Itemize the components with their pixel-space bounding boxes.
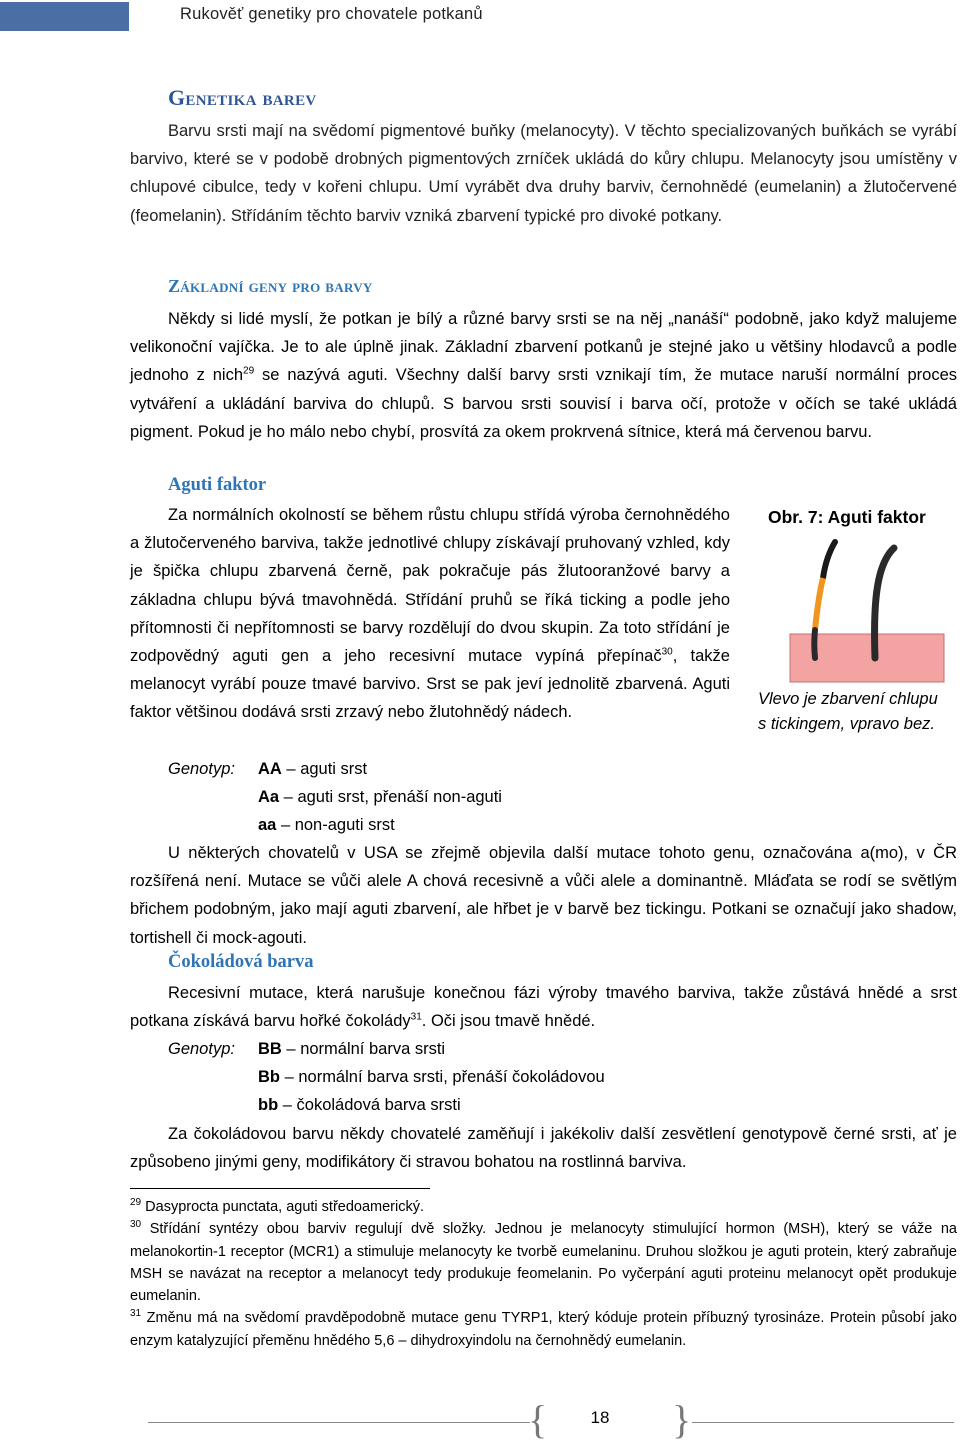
running-title: Rukověť genetiky pro chovatele potkanů [180, 5, 483, 23]
footnote-text: Změnu má na svědomí pravděpodobně mutace genu TYRP1, který kóduje protein příbuzný tyrosináze. Protein působí jako enzym katalyzující přeměnu hnědého 5,6 – dihydroxyindolu na černohnědý eumelanin. [130, 1310, 957, 1349]
footer-rule-right [692, 1422, 954, 1423]
footnote-text: Dasyprocta punctata, aguti středoamerický. [141, 1199, 425, 1215]
footnote-ref-29[interactable]: 29 [243, 365, 255, 377]
genotype-row [168, 755, 502, 783]
text-run: Někdy si lidé myslí, že potkan je bílý a různé barvy srsti se na něj „nanáší“ podobně, jako když malujeme velikonoční vajíčka. Je to ale úplně jinak. Základní zbarvení potkanů je stejné jako u většiny hlodavců a podle jednoho z nich [130, 310, 957, 385]
footnote-number: 31 [130, 1308, 142, 1320]
footnote-number: 30 [130, 1219, 142, 1231]
footnote-number: 29 [130, 1197, 142, 1209]
figure-caption [758, 687, 938, 737]
chocolate-note-paragraph: Za čokoládovou barvu někdy chovatelé zaměňují i jakékoliv další zesvětlení genotypově černé srsti, ať je způsobeno jinými geny, modifikátory či stravou bohatou na rostlinná barviva. [130, 1125, 957, 1172]
genotype-label: Genotyp: [168, 1040, 235, 1058]
footnote-31 [130, 1307, 957, 1352]
footer-rule-left [148, 1422, 530, 1423]
genotype-desc: – normální barva srsti [281, 1040, 446, 1058]
genotype-row [168, 1035, 605, 1063]
aguti-paragraph [130, 501, 730, 727]
footnote-ref-31[interactable]: 31 [410, 1011, 422, 1023]
genotype-code: Aa [258, 788, 280, 807]
text-run: Recesivní mutace, která narušuje konečnou fázi výroby tmavého barviva, takže zůstává hnědé a srst potkana získává barvu hořké čokolády [130, 984, 957, 1031]
genotype-row [168, 1063, 605, 1091]
aguti-title: Aguti faktor [168, 475, 267, 495]
intro-paragraph: Barvu srsti mají na svědomí pigmentové buňky (melanocyty). V těchto specializovaných buňkách se vyrábí barvivo, které se v podobě drobných pigmentových zrníček ukládá do kůry chlupu. Melanocyty jsou umístěny v chlupové cibulce, tedy v kořeni chlupu. Umí vyrábět dva druhy barviv, černohnědé (eumelanin) a žlutočervené (feomelanin). Střídáním těchto barviv vzniká zbarvení typické pro divoké potkany. [130, 122, 957, 225]
chocolate-paragraph [130, 979, 957, 1035]
genotype-code: Bb [258, 1068, 280, 1087]
genotype-code: AA [258, 760, 282, 778]
footer-bracket-left: { [528, 1397, 548, 1442]
caption-line: Vlevo je zbarvení chlupu [758, 690, 938, 708]
chocolate-genotype-list [168, 1035, 605, 1120]
chocolate-title: Čokoládová barva [168, 952, 314, 972]
genotype-label: Genotyp: [168, 760, 235, 778]
aguti-genotype-list [168, 755, 502, 840]
genotype-desc: – aguti srst, přenáší non-aguti [279, 788, 502, 807]
text-run: . Oči jsou tmavě hnědé. [421, 1012, 596, 1031]
genotype-desc: – non-aguti srst [276, 816, 395, 835]
aguti-mutation-paragraph: U některých chovatelů v USA se zřejmě objevila další mutace tohoto genu, označována a(mo), v ČR rozšířená není. Mutace se vůči alele A chová recesivně a vůči alele a dominantně. Mláďata se rodí se světlým břichem podobným, jako mají aguti zbarvení, ale hřbet je v barvě bez tickingu. Potkani se označují jako shadow, tortishell či mock-agouti. [130, 844, 957, 947]
header-accent-bar [0, 2, 129, 31]
footnotes [130, 1196, 957, 1352]
genotype-row [168, 1091, 605, 1119]
footnote-ref-30[interactable]: 30 [661, 646, 673, 658]
text-run: se nazývá aguti. Všechny další barvy srsti vznikají tím, že mutace naruší normální proces vytváření a ukládání barviva do chlupů. S barvou srsti souvisí i barva očí, protože v očích se také ukládá pigment. Pokud je ho málo nebo chybí, prosvítá za okem prokrvená sítnice, která má červenou barvu. [130, 366, 958, 441]
genotype-code: aa [258, 816, 277, 835]
basic-genes-paragraph [130, 305, 957, 446]
genotype-desc: – normální barva srsti, přenáší čokoládovou [280, 1068, 605, 1087]
ticked-hair-band [815, 578, 823, 630]
footnote-30 [130, 1218, 957, 1307]
footer-bracket-right: } [672, 1397, 692, 1442]
genotype-desc: – čokoládová barva srsti [278, 1096, 461, 1115]
figure-title: Obr. 7: Aguti faktor [768, 507, 926, 527]
footnote-text: Střídání syntézy obou barviv regulují dvě složky. Jednou je melanocyty stimulující hormon (MSH), který se váže na melanokortin-1 receptor (MCR1) a stimuluje melanocyty ke tvorbě eumelaninu. Druhou složkou je aguti protein, který zabraňuje MSH se navázat na receptor a melanocyt tedy produkuje feomelanin. Po vyčerpání aguti proteinu melanocyt opět produkuje eumelanin. [130, 1221, 957, 1305]
aguti-hair-illustration [757, 530, 957, 710]
page-number: 18 [590, 1408, 610, 1427]
subsection-title: Základní geny pro barvy [168, 276, 373, 296]
genotype-code: BB [258, 1040, 282, 1058]
text-run: , takže melanocyt vyrábí pouze tmavé barvivo. Srst se pak jeví jednolitě zbarvená. Aguti faktor většinou dodává srsti zrzavý nebo žlutohnědý nádech. [130, 647, 730, 722]
genotype-row [168, 811, 502, 839]
footnote-separator [130, 1188, 430, 1189]
genotype-code: bb [258, 1096, 279, 1115]
caption-line: s tickingem, vpravo bez. [758, 715, 935, 733]
ticked-hair-tip [823, 542, 835, 578]
genotype-desc: – aguti srst [281, 760, 368, 778]
section-title: Genetika barev [168, 85, 317, 110]
text-run: Za normálních okolností se během růstu chlupu střídá výroba černohnědého a žlutočerveného barviva, takže jednotlivé chlupy získávají pruhovaný vzhled, kdy je špička chlupu zbarvená černě, pak pokračuje pás žlutooranžové barvy a základna chlupu bývá tmavohnědá. Střídání pruhů se říká ticking a podle jeho přítomnosti či nepřítomnosti se barvy rozdělují do dvou skupin. Za toto střídání je zodpovědný aguti gen a jeho recesivní mutace vypíná přepínač [130, 506, 730, 666]
footnote-29 [130, 1196, 957, 1218]
genotype-row [168, 783, 502, 811]
ticked-hair-base [814, 630, 815, 658]
